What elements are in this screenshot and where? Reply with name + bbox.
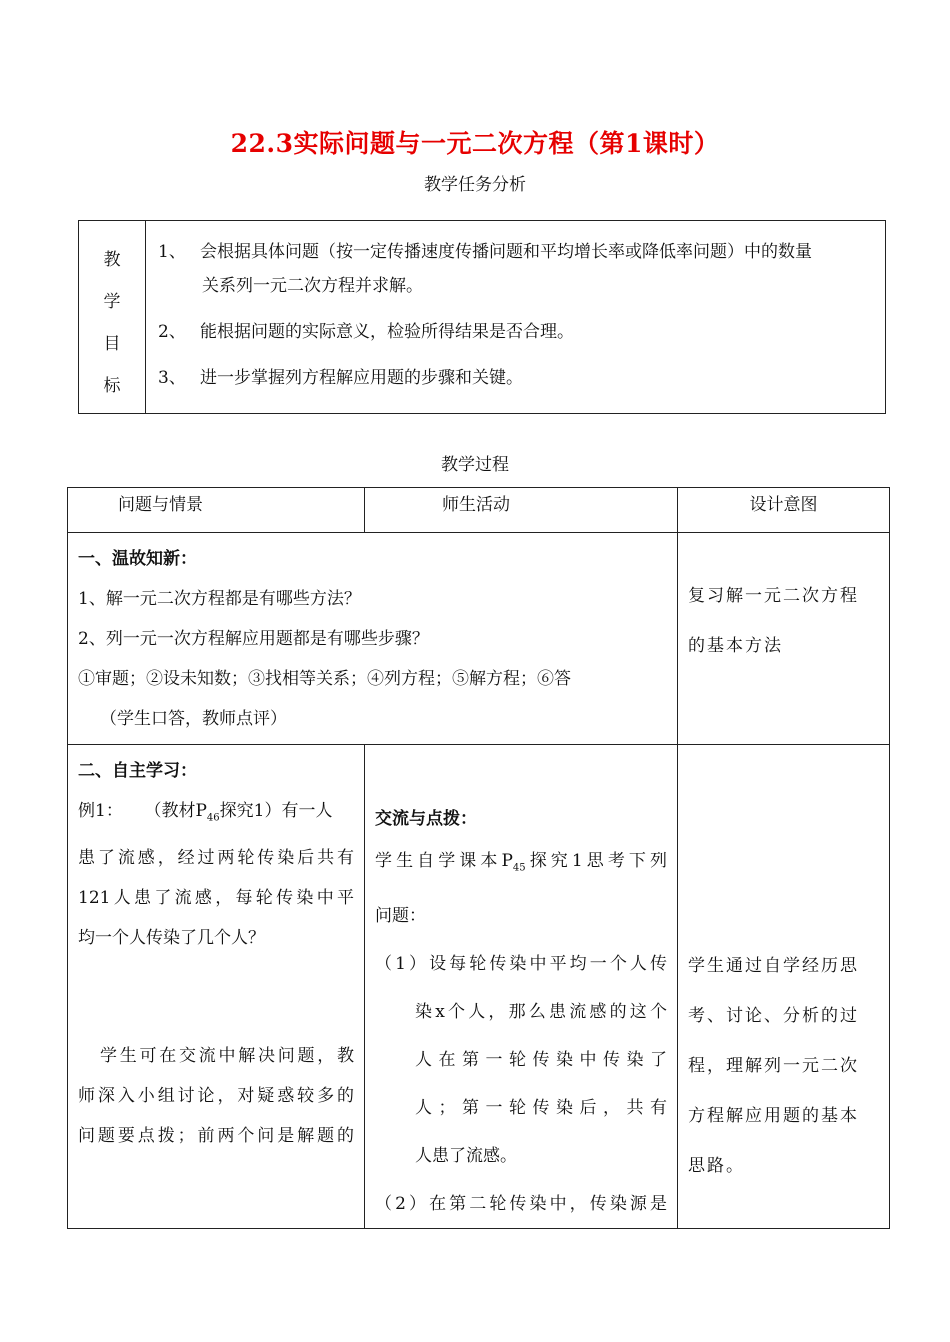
activity-question: 人；第一轮传染后，共有 xyxy=(415,1098,667,1119)
objective-item-continued: 关系列一元二次方程并求解。 xyxy=(202,276,423,296)
tip-line: 师深入小组讨论，对疑惑较多的 xyxy=(78,1086,354,1107)
activity-line: 学生自学课本$P_{45}$探究1思考下列 xyxy=(375,851,667,874)
header-problem: 问题与情景 xyxy=(68,488,365,533)
self-study-heading: 二、自主学习： xyxy=(78,761,197,781)
example-line: 121人患了流感，每轮传染中平 xyxy=(78,888,354,909)
objective-item: 2、 能根据问题的实际意义，检验所得结果是否合理。 xyxy=(158,322,574,342)
example-line: 例1： （教材$P_{46}$探究1）有一人 xyxy=(78,801,333,824)
review-note: （学生口答，教师点评） xyxy=(100,709,287,729)
objective-item: 1、 会根据具体问题（按一定传播速度传播问题和平均增长率或降低率问题）中的数量 xyxy=(158,242,812,262)
self-study-problem xyxy=(68,745,365,1229)
review-cell xyxy=(68,533,678,745)
objectives-label xyxy=(79,221,146,414)
task-analysis-title: 教学任务分析 xyxy=(424,175,526,195)
objective-item: 3、 进一步掌握列方程解应用题的步骤和关键。 xyxy=(158,368,523,388)
header-intent: 设计意图 xyxy=(678,488,890,533)
review-intent: 复习解一元二次方程 的基本方法 xyxy=(678,533,890,745)
activity-question: 人在第一轮传染中传染了 xyxy=(415,1050,667,1071)
label-char: 教 xyxy=(103,250,121,270)
objectives-content xyxy=(146,221,886,414)
activity-question: 人患了流感。 xyxy=(415,1146,517,1167)
review-question-2: 2、列一元一次方程解应用题都是有哪些步骤？ xyxy=(78,629,429,649)
example-line: 均一个人传染了几个人？ xyxy=(78,928,265,949)
activity-question: （1）设每轮传染中平均一个人传 xyxy=(375,954,667,975)
activity-line: 问题： xyxy=(375,906,426,927)
label-char: 学 xyxy=(103,292,121,312)
activity-heading: 交流与点拨： xyxy=(375,809,477,829)
review-question-1: 1、解一元二次方程都是有哪些方法？ xyxy=(78,589,361,609)
activity-question: 染x个人，那么患流感的这个 xyxy=(415,1002,667,1023)
self-study-activity xyxy=(365,745,678,1229)
page-title: 22.3实际问题与一元二次方程（第1课时） xyxy=(230,129,720,158)
tip-line: 问题要点拨；前两个问是解题的 xyxy=(78,1126,354,1147)
process-title: 教学过程 xyxy=(441,455,509,475)
self-study-intent: 学生通过自学经历思 考、讨论、分析的过 程，理解列一元二次 方程解应用题的基本 思路。 xyxy=(678,745,890,1229)
review-heading: 一、温故知新： xyxy=(78,549,197,569)
process-table xyxy=(67,487,890,1229)
activity-question: （2）在第二轮传染中，传染源是 xyxy=(375,1194,667,1215)
label-char: 标 xyxy=(103,376,121,396)
label-char: 目 xyxy=(103,334,121,354)
example-line: 患了流感，经过两轮传染后共有 xyxy=(78,848,354,869)
header-activity: 师生活动 xyxy=(365,488,678,533)
objectives-table xyxy=(78,220,886,414)
tip-line: 学生可在交流中解决问题，教 xyxy=(100,1046,354,1067)
review-steps: ①审题；②设未知数；③找相等关系；④列方程；⑤解方程；⑥答 xyxy=(78,669,571,689)
